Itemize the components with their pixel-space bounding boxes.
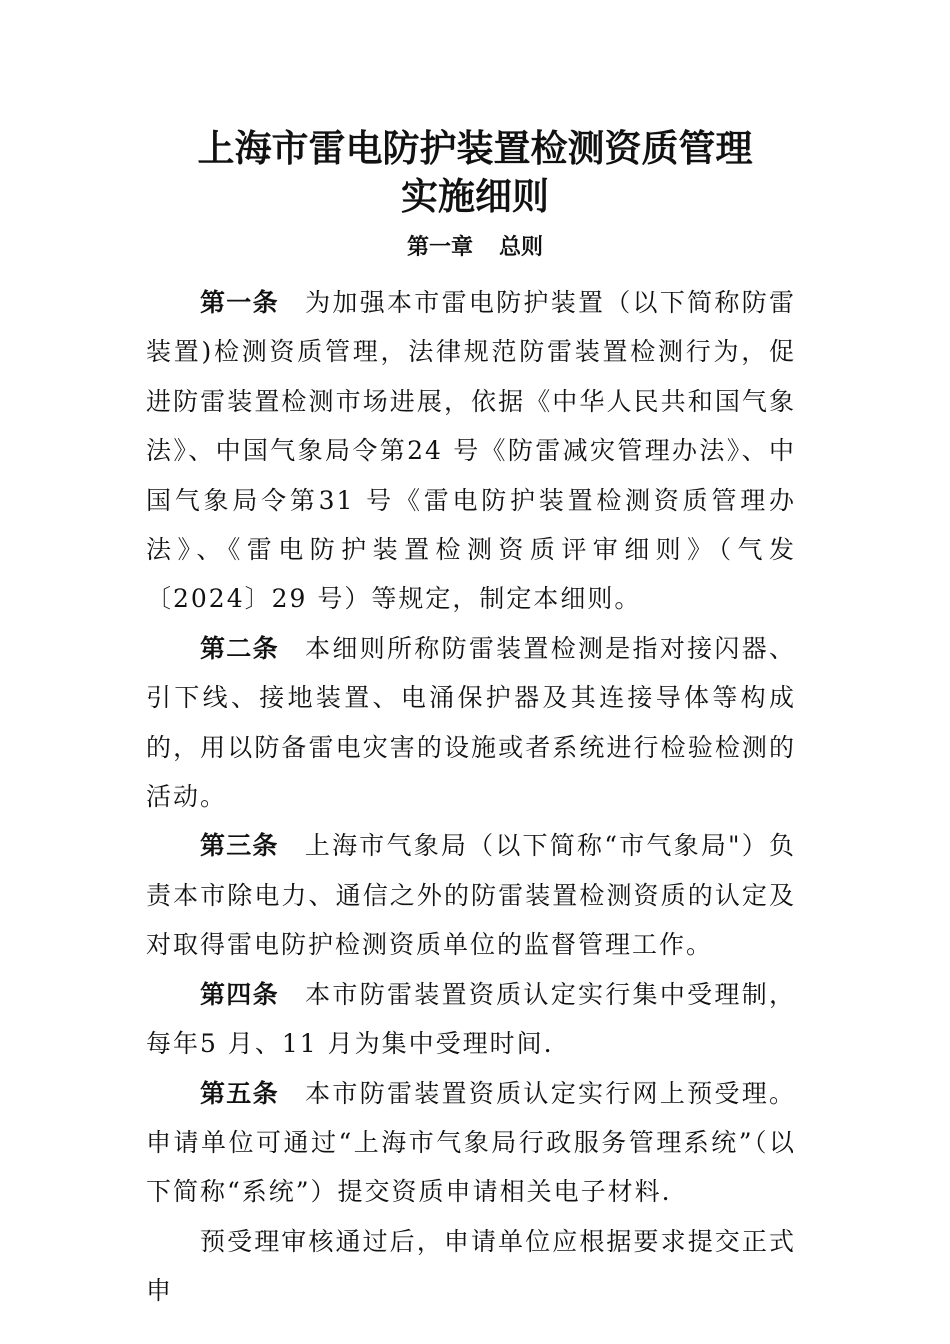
article-label: 第五条 (200, 1078, 279, 1108)
article-label: 第三条 (200, 831, 279, 861)
chapter-number: 第一章 (406, 235, 473, 260)
article-2 (146, 624, 796, 822)
article-4 (146, 970, 796, 1069)
article-label: 第四条 (200, 979, 279, 1009)
article-label: 第二条 (200, 633, 279, 663)
article-3 (146, 821, 796, 969)
continuation-paragraph: 预受理审核通过后，申请单位应根据要求提交正式申 (146, 1226, 796, 1306)
article-1 (146, 278, 796, 624)
document-title-line2: 实施细则 (401, 174, 549, 218)
document-title-line1: 上海市雷电防护装置检测资质管理 (197, 126, 753, 170)
document-body (146, 278, 796, 1316)
chapter-heading (0, 233, 950, 263)
article-label: 第一条 (200, 288, 279, 317)
chapter-name: 总则 (499, 235, 544, 260)
article-text: 本市防雷装置资质认定实行网上预受理。申请单位可通过“上海市气象局行政服务管理系统”（以下简称“系统”）提交资质申请相关电子材料. (146, 1078, 796, 1207)
article-5 (146, 1069, 796, 1217)
article-text: 为加强本市雷电防护装置（以下简称防雷装置)检测资质管理，法律规范防雷装置检测行为，促进防雷装置检测市场进展，依据《中华人民共和国气象法》、中国气象局令第24 号《防雷减灾管理办法》、中国气象局令第31 号《雷电防护装置检测资质管理办法》、《雷电防护装置检测资质评审细则》（气发〔2024〕29 号）等规定，制定本细则。 (146, 288, 796, 614)
article-text: 本市防雷装置资质认定实行集中受理制，每年5 月、11 月为集中受理时间. (146, 979, 796, 1059)
article-text: 上海市气象局（以下简称“市气象局"）负责本市除电力、通信之外的防雷装置检测资质的认定及对取得雷电防护检测资质单位的监督管理工作。 (146, 831, 796, 960)
article-text: 本细则所称防雷装置检测是指对接闪器、引下线、接地装置、电涌保护器及其连接导体等构成的，用以防备雷电灾害的设施或者系统进行检验检测的活动。 (146, 633, 796, 812)
